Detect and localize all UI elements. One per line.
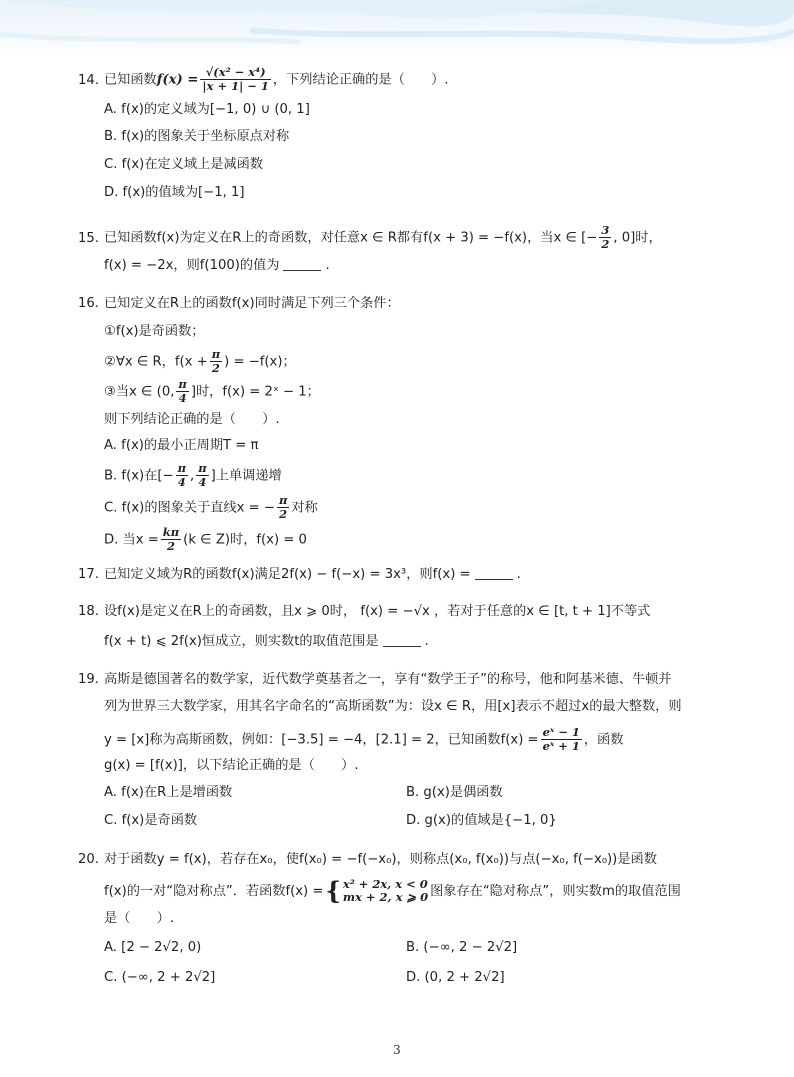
wave-decoration — [0, 0, 794, 58]
question-18-line-2 — [104, 632, 429, 652]
math-text: C. f(x)的图象关于直线x = − — [104, 500, 275, 516]
fraction-numerator: kπ — [162, 525, 180, 539]
question-15-line-2 — [104, 256, 330, 276]
fraction-numerator: π — [178, 377, 187, 391]
page-number: 3 — [393, 1043, 401, 1057]
question-20-line-2 — [104, 878, 681, 904]
stem-text: f(x)的一对“隐对称点”．若函数f(x) = — [104, 884, 324, 899]
math-text: ]上单调递增 — [210, 468, 282, 484]
option-b — [104, 462, 282, 489]
condition-3 — [104, 378, 320, 405]
question-14 — [78, 66, 449, 93]
fraction — [196, 462, 208, 489]
question-17 — [78, 565, 521, 585]
answer-blank — [283, 256, 321, 271]
question-number: 20. — [78, 852, 99, 867]
fraction-denominator: 4 — [177, 475, 186, 489]
option-a: A. [2 − 2√2, 0) — [104, 940, 202, 955]
fraction — [176, 462, 188, 489]
option-c — [104, 494, 318, 521]
fraction — [161, 526, 181, 553]
stem-text: , 0]时， — [613, 230, 662, 246]
stem-text: 设f(x)是定义在R上的奇函数，且x ⩾ 0时， f(x) = −√x ，若对于任意的x ∈ [t, t + 1]不等式 — [104, 604, 651, 619]
question-number: 15. — [78, 230, 99, 246]
stem-text: f(x) = −2x，则f(100)的值为 — [104, 258, 280, 273]
stem-text: . — [516, 567, 521, 582]
math-text: ③当x ∈ (0, — [104, 384, 175, 400]
piecewise-case-1: x² + 2x, x < 0 — [342, 877, 428, 891]
answer-blank — [383, 632, 421, 647]
option-c: C. f(x)是奇函数 — [104, 813, 198, 828]
math-text: D. 当x = — [104, 532, 159, 548]
fraction-numerator: π — [211, 347, 221, 361]
stem-text: 已知定义在R上的函数f(x)同时满足下列三个条件： — [104, 296, 400, 311]
fraction — [541, 726, 582, 753]
fraction-numerator: eˣ − 1 — [542, 725, 580, 739]
answer-blank — [475, 565, 513, 580]
math-expression: f(x) = — [156, 72, 199, 88]
question-20 — [78, 850, 657, 870]
math-text: ]时，f(x) = 2ˣ − 1； — [190, 384, 320, 400]
math-text: , — [189, 468, 195, 484]
question-19 — [78, 670, 672, 690]
stem-text: 已知函数f(x)为定义在R上的奇函数，对任意x ∈ R都有f(x + 3) = −f(x)，当x ∈ [− — [104, 230, 598, 246]
option-d: D. (0, 2 + 2√2] — [406, 970, 505, 985]
fraction-denominator: 4 — [178, 391, 187, 405]
stem-text: y = [x]称为高斯函数，例如：[−3.5] = −4，[2.1] = 2，已知函数f(x) = — [104, 732, 539, 748]
fraction-numerator: π — [177, 461, 186, 475]
stem-text: ，函数 — [583, 732, 624, 748]
stem-text: ，下列结论正确的是（ ）. — [272, 72, 449, 88]
question-19-line-4: g(x) = [f(x)]，以下结论正确的是（ ）. — [104, 758, 359, 773]
fraction-numerator: π — [278, 493, 288, 507]
stem-text: 图象存在“隐对称点”，则实数m的取值范围 — [430, 884, 681, 899]
fraction-denominator: 2 — [211, 361, 220, 375]
fraction-denominator: 2 — [166, 539, 175, 553]
stem-text: 高斯是德国著名的数学家，近代数学奠基者之一，享有“数学王子”的称号，他和阿基米德、牛顿并 — [104, 672, 672, 687]
condition-2 — [104, 348, 296, 375]
fraction — [210, 348, 222, 375]
stem-text: f(x + t) ⩽ 2f(x)恒成立，则实数t的取值范围是 — [104, 634, 379, 649]
fraction — [200, 66, 271, 93]
piecewise: { x² + 2x, x < 0 mx + 2, x ⩾ 0 — [325, 876, 429, 905]
piecewise-case-2: mx + 2, x ⩾ 0 — [342, 890, 429, 904]
math-text: ②∀x ∈ R，f(x + — [104, 354, 208, 370]
option-b: B. f(x)的图象关于坐标原点对称 — [104, 129, 290, 144]
question-20-line-3: 是（ ）. — [104, 911, 175, 926]
option-d: D. f(x)的值域为[−1, 1] — [104, 185, 245, 200]
question-number: 14. — [78, 72, 99, 88]
option-b: B. g(x)是偶函数 — [406, 785, 503, 800]
math-text: (k ∈ Z)时，f(x) = 0 — [183, 532, 307, 548]
option-a: A. f(x)的定义域为[−1, 0) ∪ (0, 1] — [104, 102, 310, 117]
fraction-denominator: 2 — [279, 507, 288, 521]
math-text: 对称 — [291, 500, 318, 516]
math-text: ) = −f(x)； — [224, 354, 296, 370]
stem-text: 对于函数y = f(x)，若存在x₀，使f(x₀) = −f(−x₀)，则称点(x₀, f(x₀))与点(−x₀, f(−x₀))是函数 — [104, 852, 657, 867]
header-decoration — [0, 0, 794, 58]
fraction-denominator: 2 — [601, 237, 610, 251]
condition-1: ①f(x)是奇函数； — [104, 324, 205, 339]
fraction-denominator: eˣ + 1 — [542, 739, 580, 753]
option-d: D. g(x)的值域是{−1, 0} — [406, 813, 557, 828]
option-c: C. f(x)在定义域上是减函数 — [104, 157, 264, 172]
question-19-line-2: 列为世界三大数学家，用其名字命名的“高斯函数”为：设x ∈ R，用[x]表示不超过x的最大整数，则 — [104, 699, 682, 714]
question-number: 16. — [78, 296, 99, 311]
fraction-numerator: 3 — [601, 223, 610, 237]
question-18 — [78, 602, 650, 622]
question-number: 18. — [78, 604, 99, 619]
question-16-ask: 则下列结论正确的是（ ）. — [104, 412, 280, 427]
fraction-numerator: √(x² − x⁴) — [200, 66, 271, 80]
question-number: 19. — [78, 672, 99, 687]
stem-text: 已知函数 — [104, 72, 157, 88]
fraction-denominator: |x + 1| − 1 — [202, 79, 269, 93]
math-text: B. f(x)在[− — [104, 468, 174, 484]
fraction-numerator: π — [198, 461, 207, 475]
question-16 — [78, 294, 400, 314]
option-b: B. (−∞, 2 − 2√2] — [406, 940, 518, 955]
option-a: A. f(x)的最小正周期T = π — [104, 438, 259, 453]
fraction-denominator: 4 — [198, 475, 207, 489]
question-number: 17. — [78, 567, 99, 582]
option-c: C. (−∞, 2 + 2√2] — [104, 970, 216, 985]
stem-text: . — [325, 258, 330, 273]
option-a: A. f(x)在R上是增函数 — [104, 785, 233, 800]
fraction — [176, 378, 188, 405]
fraction — [599, 224, 611, 251]
question-15 — [78, 224, 662, 251]
question-19-line-3 — [104, 726, 623, 753]
stem-text: 已知定义域为R的函数f(x)满足2f(x) − f(−x) = 3x³，则f(x) = — [104, 567, 471, 582]
option-d — [104, 526, 307, 553]
fraction — [277, 494, 289, 521]
stem-text: . — [424, 634, 429, 649]
